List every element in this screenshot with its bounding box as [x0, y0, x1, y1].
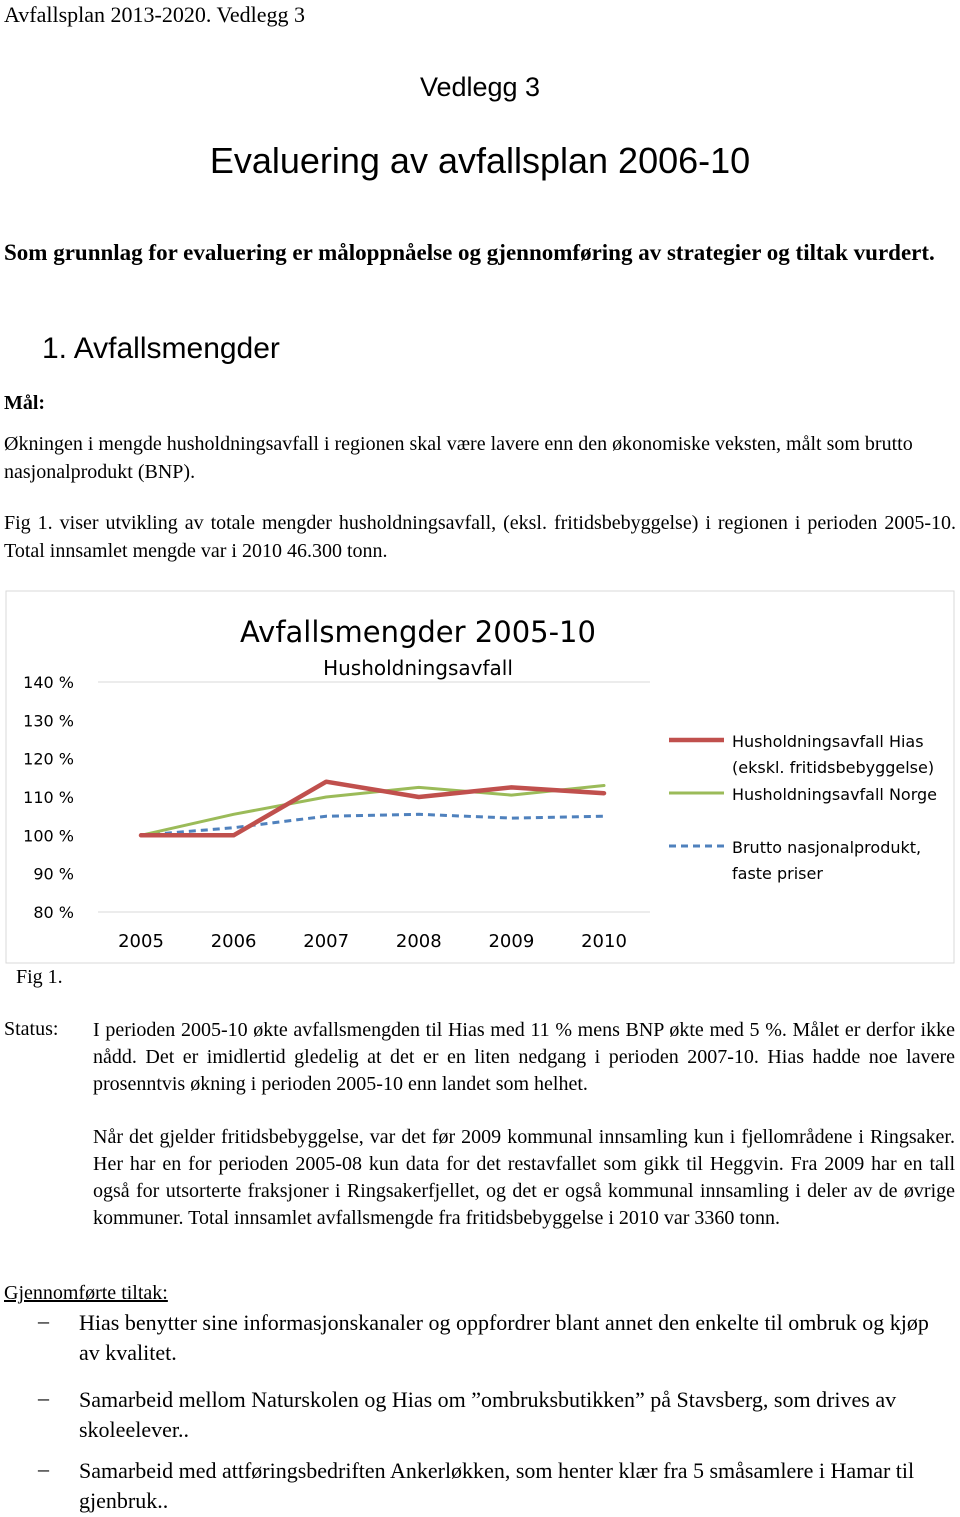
line-chart — [0, 585, 960, 965]
legend-label: faste priser — [732, 864, 823, 883]
y-tick-label: 120 % — [23, 749, 74, 769]
x-tick-label: 2006 — [210, 931, 257, 952]
figure-intro-paragraph: Fig 1. viser utvikling av totale mengder husholdningsavfall, (eksl. fritidsbebyggelse) i regionen i perioden 2005-10. Total innsamlet mengde var i 2010 46.300 tonn. — [4, 512, 956, 562]
document-header: Avfallsplan 2013-2020. Vedlegg 3 — [4, 2, 306, 27]
chart-subtitle: Husholdningsavfall — [323, 656, 513, 680]
legend-label: (ekskl. fritidsbebyggelse) — [732, 758, 935, 777]
y-tick-label: 110 % — [23, 788, 74, 807]
bullet-dash: – — [38, 1385, 49, 1410]
bullet-dash: – — [38, 1456, 49, 1481]
goal-label: Mål: — [4, 392, 46, 414]
y-tick-label: 80 % — [33, 903, 74, 922]
status-label: Status: — [4, 1018, 59, 1040]
section-heading: 1. Avfallsmengder — [42, 332, 280, 365]
y-tick-label: 100 % — [23, 826, 74, 846]
status-paragraph-2: Når det gjelder fritidsbebyggelse, var det før 2009 kommunal innsamling kun i fjellområdene i Ringsaker. Her har en for perioden 2005-08 kun data for det restavfallet som gikk til Heggvin. Fra 2009 har en tall også for utsorterte fraksjoner i Ringsakerfjellet, og det er også kommunal innsamling i deler av de øvrige kommuner. Total innsamlet avfallsmengde fra fritidsbebyggelse i 2010 var 3360 tonn. — [93, 1126, 955, 1229]
legend-label: Husholdningsavfall Norge — [732, 785, 937, 804]
bullet-dash: – — [38, 1308, 49, 1333]
legend-label: Brutto nasjonalprodukt, — [732, 838, 922, 857]
x-tick-label: 2007 — [303, 931, 350, 952]
list-item-text: Hias benytter sine informasjonskanaler og oppfordrer blant annet den enkelte til ombruk og kjøp av kvalitet. — [79, 1310, 929, 1365]
x-tick-label: 2008 — [395, 931, 442, 952]
list-item-text: Samarbeid mellom Naturskolen og Hias om ”ombruksbutikken” på Stavsberg, som drives av skoleelever.. — [79, 1387, 897, 1442]
figure-caption: Fig 1. — [16, 966, 63, 988]
goal-text: Økningen i mengde husholdningsavfall i regionen skal være lavere enn den økonomiske veksten, målt som brutto nasjonalprodukt (BNP). — [4, 433, 913, 483]
x-tick-label: 2005 — [118, 931, 164, 952]
x-tick-label: 2010 — [581, 931, 627, 952]
page-title: Evaluering av avfallsplan 2006-10 — [209, 140, 751, 181]
y-tick-label: 90 % — [33, 864, 74, 884]
y-tick-label: 140 % — [23, 673, 74, 692]
measures-heading: Gjennomførte tiltak: — [4, 1282, 168, 1304]
chart-title: Avfallsmengder 2005-10 — [240, 615, 596, 649]
list-item-text: Samarbeid med attføringsbedriften Ankerløkken, som henter klær fra 5 småsamlere i Hamar til gjenbruk.. — [79, 1458, 915, 1513]
y-tick-label: 130 % — [23, 711, 74, 731]
legend-label: Husholdningsavfall Hias — [732, 732, 924, 751]
status-paragraph-1: I perioden 2005-10 økte avfallsmengden til Hias med 11 % mens BNP økte med 5 %. Målet er derfor ikke nådd. Det er imidlertid gledelig at det er en liten nedgang i perioden 2007-10. Hias hadde noe lavere prosenntvis økning i perioden 2005-10 enn landet som helhet. — [93, 1019, 955, 1095]
intro-paragraph: Som grunnlag for evaluering er måloppnåelse og gjennomføring av strategier og tiltak vurdert. — [4, 240, 935, 265]
appendix-title: Vedlegg 3 — [419, 72, 541, 102]
x-tick-label: 2009 — [488, 931, 535, 952]
